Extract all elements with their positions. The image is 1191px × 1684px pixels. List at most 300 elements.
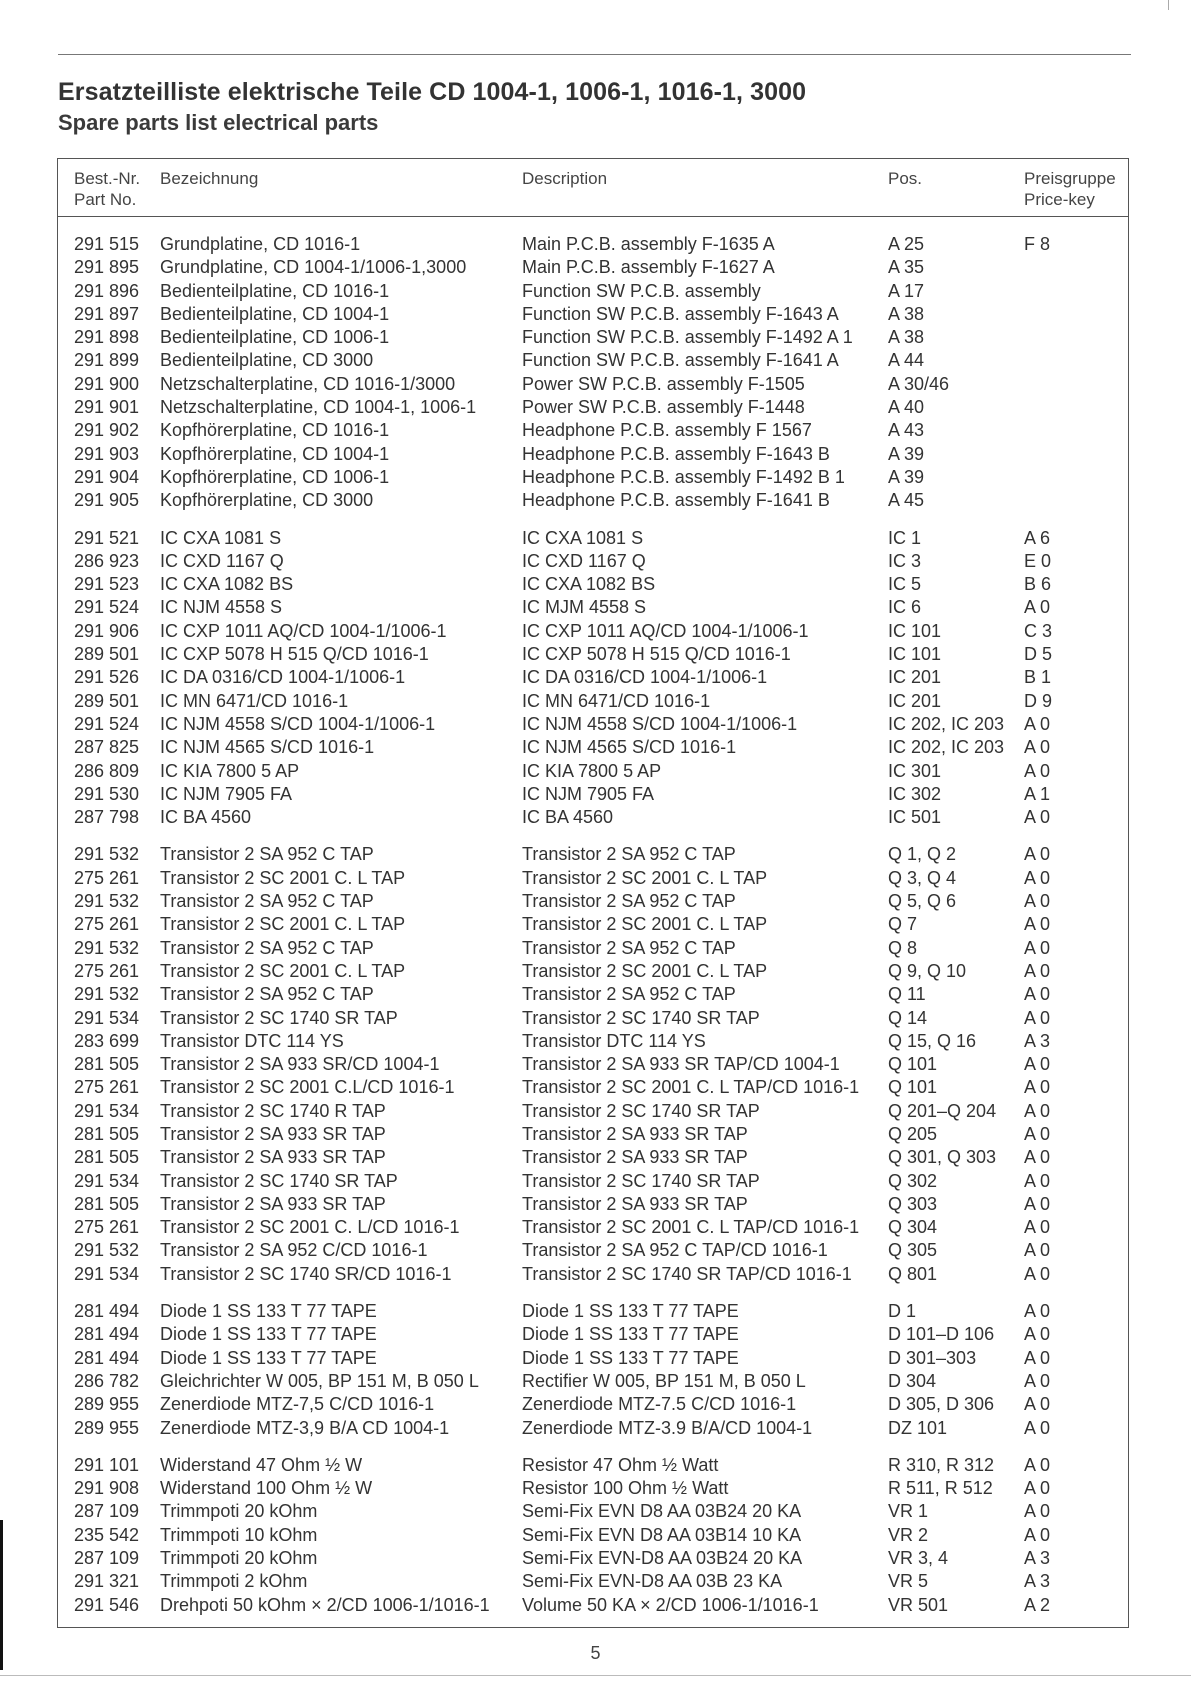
header-rule: [58, 216, 1128, 217]
position-cell: IC 101: [888, 620, 942, 641]
position-cell: A 43: [888, 420, 925, 441]
part-number-cell: 291 897: [74, 303, 140, 324]
price-key-cell: A 3: [1024, 1030, 1051, 1051]
row-group: [58, 527, 1128, 830]
description-cell: IC NJM 7905 FA: [522, 783, 655, 804]
bezeichnung-cell: Trimmpoti 10 kOhm: [160, 1524, 318, 1545]
price-key-cell: A 0: [1024, 937, 1051, 958]
bezeichnung-cell: Transistor 2 SC 1740 R TAP: [160, 1100, 386, 1121]
description-cell: Headphone P.C.B. assembly F 1567: [522, 420, 812, 441]
position-cell: IC 202, IC 203: [888, 713, 1005, 734]
table-row: [58, 690, 1128, 713]
header-price-en: Price-key: [1024, 190, 1095, 209]
position-cell: A 39: [888, 466, 925, 487]
price-key-cell: A 3: [1024, 1571, 1051, 1592]
position-cell: Q 101: [888, 1077, 938, 1098]
table-row: [58, 783, 1128, 806]
table-row: [58, 960, 1128, 983]
price-key-cell: A 1: [1024, 783, 1051, 804]
table-row: [58, 1417, 1128, 1440]
bezeichnung-cell: Grundplatine, CD 1004-1/1006-1,3000: [160, 257, 467, 278]
bezeichnung-cell: Transistor 2 SA 952 C/CD 1016-1: [160, 1240, 428, 1261]
position-cell: IC 201: [888, 690, 942, 711]
table-row: [58, 1454, 1128, 1477]
bezeichnung-cell: IC NJM 4558 S/CD 1004-1/1006-1: [160, 713, 436, 734]
table-row: [58, 1216, 1128, 1239]
description-cell: Transistor 2 SC 2001 C. L TAP: [522, 867, 768, 888]
price-key-cell: A 0: [1024, 1147, 1051, 1168]
part-number-cell: 291 532: [74, 937, 140, 958]
position-cell: Q 801: [888, 1263, 938, 1284]
position-cell: Q 303: [888, 1193, 938, 1214]
position-cell: Q 301, Q 303: [888, 1147, 997, 1168]
table-row: [58, 419, 1128, 442]
bezeichnung-cell: IC CXD 1167 Q: [160, 550, 284, 571]
bezeichnung-cell: Diode 1 SS 133 T 77 TAPE: [160, 1324, 377, 1345]
table-row: [58, 1123, 1128, 1146]
description-cell: Transistor 2 SC 1740 SR TAP: [522, 1100, 760, 1121]
part-number-cell: 291 532: [74, 891, 140, 912]
table-row: [58, 1594, 1128, 1617]
bezeichnung-cell: Transistor 2 SC 2001 C.L/CD 1016-1: [160, 1077, 455, 1098]
price-key-cell: A 0: [1024, 1324, 1051, 1345]
description-cell: Resistor 100 Ohm ½ Watt: [522, 1478, 729, 1499]
description-cell: Transistor 2 SA 933 SR TAP: [522, 1147, 748, 1168]
bezeichnung-cell: Diode 1 SS 133 T 77 TAPE: [160, 1347, 377, 1368]
table-row: [58, 937, 1128, 960]
description-cell: IC BA 4560: [522, 807, 614, 828]
position-cell: Q 11: [888, 984, 926, 1005]
bezeichnung-cell: IC CXP 1011 AQ/CD 1004-1/1006-1: [160, 620, 447, 641]
table-row: [58, 643, 1128, 666]
part-number-cell: 291 523: [74, 574, 140, 595]
bezeichnung-cell: Netzschalterplatine, CD 1016-1/3000: [160, 373, 456, 394]
description-cell: Transistor 2 SC 2001 C. L TAP/CD 1016-1: [522, 1217, 860, 1238]
part-number-cell: 275 261: [74, 867, 140, 888]
price-key-cell: A 0: [1024, 1417, 1051, 1438]
table-row: [58, 1193, 1128, 1216]
description-cell: Power SW P.C.B. assembly F-1505: [522, 373, 805, 394]
table-row: [58, 1239, 1128, 1262]
table-row: [58, 666, 1128, 689]
header-bezeichnung: Bezeichnung: [160, 169, 259, 188]
part-number-cell: 291 321: [74, 1571, 140, 1592]
position-cell: IC 6: [888, 597, 922, 618]
price-key-cell: A 0: [1024, 1217, 1051, 1238]
position-cell: Q 302: [888, 1170, 938, 1191]
table-row: [58, 806, 1128, 829]
bezeichnung-cell: Widerstand 47 Ohm ½ W: [160, 1454, 363, 1475]
position-cell: D 304: [888, 1370, 937, 1391]
bezeichnung-cell: Transistor 2 SA 933 SR TAP: [160, 1123, 386, 1144]
table-row: [58, 760, 1128, 783]
part-number-cell: 289 955: [74, 1394, 140, 1415]
part-number-cell: 291 906: [74, 620, 140, 641]
part-number-cell: 281 505: [74, 1193, 140, 1214]
price-key-cell: A 0: [1024, 1301, 1051, 1322]
position-cell: A 35: [888, 257, 925, 278]
description-cell: Semi-Fix EVN-D8 AA 03B 23 KA: [522, 1571, 783, 1592]
position-cell: VR 3, 4: [888, 1548, 949, 1569]
table-row: [58, 256, 1128, 279]
table-row: [58, 736, 1128, 759]
bezeichnung-cell: Transistor 2 SC 2001 C. L TAP: [160, 914, 406, 935]
description-cell: IC MN 6471/CD 1016-1: [522, 690, 711, 711]
header-part-no-en: Part No.: [74, 190, 137, 209]
table-row: [58, 1547, 1128, 1570]
bezeichnung-cell: Drehpoti 50 kOhm × 2/CD 1006-1/1016-1: [160, 1594, 490, 1615]
table-row: [58, 713, 1128, 736]
price-key-cell: A 0: [1024, 1347, 1051, 1368]
price-key-cell: A 0: [1024, 1263, 1051, 1284]
table-row: [58, 1347, 1128, 1370]
page-number: 5: [590, 1643, 601, 1663]
bezeichnung-cell: IC KIA 7800 5 AP: [160, 760, 300, 781]
description-cell: Main P.C.B. assembly F-1627 A: [522, 257, 775, 278]
position-cell: VR 2: [888, 1524, 929, 1545]
part-number-cell: 281 505: [74, 1054, 140, 1075]
position-cell: A 30/46: [888, 373, 950, 394]
price-key-cell: A 0: [1024, 1478, 1051, 1499]
description-cell: Transistor 2 SA 952 C TAP/CD 1016-1: [522, 1240, 828, 1261]
bezeichnung-cell: IC NJM 7905 FA: [160, 783, 293, 804]
position-cell: IC 202, IC 203: [888, 737, 1005, 758]
part-number-cell: 281 494: [74, 1301, 140, 1322]
bezeichnung-cell: Transistor 2 SC 2001 C. L/CD 1016-1: [160, 1217, 460, 1238]
part-number-cell: 291 904: [74, 466, 140, 487]
table-row: [58, 466, 1128, 489]
bezeichnung-cell: Transistor 2 SC 1740 SR TAP: [160, 1170, 398, 1191]
table-row: [58, 489, 1128, 512]
price-key-cell: A 0: [1024, 914, 1051, 935]
position-cell: Q 1, Q 2: [888, 844, 957, 865]
table-row: [58, 1146, 1128, 1169]
row-group: [58, 233, 1128, 513]
part-number-cell: 281 494: [74, 1347, 140, 1368]
bezeichnung-cell: IC NJM 4558 S: [160, 597, 283, 618]
part-number-cell: 283 699: [74, 1030, 140, 1051]
table-row: [58, 1076, 1128, 1099]
position-cell: A 38: [888, 327, 925, 348]
bezeichnung-cell: Kopfhörerplatine, CD 1004-1: [160, 443, 390, 464]
part-number-cell: 291 546: [74, 1594, 140, 1615]
price-key-cell: A 0: [1024, 760, 1051, 781]
price-key-cell: A 0: [1024, 1054, 1051, 1075]
price-key-cell: A 0: [1024, 1123, 1051, 1144]
table-row: [58, 1393, 1128, 1416]
description-cell: Transistor 2 SC 2001 C. L TAP: [522, 960, 768, 981]
table-row: [58, 396, 1128, 419]
bezeichnung-cell: Gleichrichter W 005, BP 151 M, B 050 L: [160, 1370, 479, 1391]
bezeichnung-cell: IC NJM 4565 S/CD 1016-1: [160, 737, 375, 758]
part-number-cell: 291 534: [74, 1100, 140, 1121]
table-row: [58, 1263, 1128, 1286]
description-cell: IC CXD 1167 Q: [522, 550, 646, 571]
bezeichnung-cell: IC DA 0316/CD 1004-1/1006-1: [160, 667, 406, 688]
table-row: [58, 1524, 1128, 1547]
price-key-cell: A 0: [1024, 984, 1051, 1005]
price-key-cell: B 1: [1024, 667, 1052, 688]
bezeichnung-cell: Transistor 2 SA 952 C TAP: [160, 937, 374, 958]
description-cell: Diode 1 SS 133 T 77 TAPE: [522, 1347, 739, 1368]
bezeichnung-cell: Transistor 2 SA 952 C TAP: [160, 891, 374, 912]
description-cell: Transistor 2 SA 952 C TAP: [522, 984, 736, 1005]
description-cell: Transistor 2 SC 2001 C. L TAP/CD 1016-1: [522, 1077, 860, 1098]
price-key-cell: D 9: [1024, 690, 1053, 711]
price-key-cell: A 2: [1024, 1594, 1051, 1615]
price-key-cell: A 0: [1024, 1524, 1051, 1545]
page-title-german: Ersatzteilliste elektrische Teile CD 1004-1, 1006-1, 1016-1, 3000: [58, 78, 807, 106]
part-number-cell: 291 901: [74, 397, 140, 418]
part-number-cell: 291 524: [74, 713, 140, 734]
description-cell: Headphone P.C.B. assembly F-1643 B: [522, 443, 830, 464]
bezeichnung-cell: Transistor 2 SA 952 C TAP: [160, 984, 374, 1005]
part-number-cell: 291 902: [74, 420, 140, 441]
part-number-cell: 289 501: [74, 690, 140, 711]
description-cell: IC KIA 7800 5 AP: [522, 760, 662, 781]
part-number-cell: 287 109: [74, 1548, 140, 1569]
bezeichnung-cell: Transistor DTC 114 YS: [160, 1030, 344, 1051]
price-key-cell: A 3: [1024, 1548, 1051, 1569]
bezeichnung-cell: Transistor 2 SA 933 SR TAP: [160, 1193, 386, 1214]
bezeichnung-cell: Bedienteilplatine, CD 1006-1: [160, 327, 390, 348]
position-cell: IC 302: [888, 783, 942, 804]
description-cell: Transistor 2 SC 1740 SR TAP/CD 1016-1: [522, 1263, 852, 1284]
part-number-cell: 291 532: [74, 1240, 140, 1261]
bezeichnung-cell: Bedienteilplatine, CD 1004-1: [160, 303, 390, 324]
position-cell: D 301–303: [888, 1347, 977, 1368]
description-cell: Transistor 2 SA 952 C TAP: [522, 891, 736, 912]
position-cell: VR 501: [888, 1594, 949, 1615]
description-cell: IC CXP 5078 H 515 Q/CD 1016-1: [522, 644, 791, 665]
description-cell: IC CXP 1011 AQ/CD 1004-1/1006-1: [522, 620, 809, 641]
part-number-cell: 286 809: [74, 760, 140, 781]
bezeichnung-cell: IC CXA 1082 BS: [160, 574, 294, 595]
position-cell: IC 1: [888, 527, 922, 548]
table-row: [58, 1170, 1128, 1193]
position-cell: IC 301: [888, 760, 942, 781]
description-cell: Function SW P.C.B. assembly F-1643 A: [522, 303, 839, 324]
table-row: [58, 913, 1128, 936]
bezeichnung-cell: Kopfhörerplatine, CD 1006-1: [160, 466, 390, 487]
price-key-cell: A 0: [1024, 737, 1051, 758]
position-cell: Q 14: [888, 1007, 928, 1028]
bezeichnung-cell: Bedienteilplatine, CD 3000: [160, 350, 374, 371]
bezeichnung-cell: Widerstand 100 Ohm ½ W: [160, 1478, 373, 1499]
part-number-cell: 291 524: [74, 597, 140, 618]
description-cell: Function SW P.C.B. assembly F-1641 A: [522, 350, 839, 371]
description-cell: Main P.C.B. assembly F-1635 A: [522, 234, 775, 254]
scan-edge: [0, 1520, 3, 1670]
position-cell: Q 15, Q 16: [888, 1030, 977, 1051]
position-cell: R 511, R 512: [888, 1478, 993, 1499]
position-cell: IC 3: [888, 550, 922, 571]
description-cell: Semi-Fix EVN D8 AA 03B24 20 KA: [522, 1501, 802, 1522]
part-number-cell: 291 534: [74, 1170, 140, 1191]
description-cell: Function SW P.C.B. assembly: [522, 280, 761, 301]
part-number-cell: 291 521: [74, 527, 140, 548]
description-cell: Function SW P.C.B. assembly F-1492 A 1: [522, 327, 853, 348]
part-number-cell: 291 895: [74, 257, 140, 278]
position-cell: IC 201: [888, 667, 942, 688]
bezeichnung-cell: IC BA 4560: [160, 807, 252, 828]
table-row: [58, 1300, 1128, 1323]
table-row: [58, 1477, 1128, 1500]
price-key-cell: A 0: [1024, 867, 1051, 888]
part-number-cell: 275 261: [74, 960, 140, 981]
part-number-cell: 291 896: [74, 280, 140, 301]
description-cell: IC NJM 4558 S/CD 1004-1/1006-1: [522, 713, 798, 734]
position-cell: R 310, R 312: [888, 1454, 995, 1475]
part-number-cell: 291 899: [74, 350, 140, 371]
position-cell: Q 305: [888, 1240, 938, 1261]
table-row: [58, 843, 1128, 866]
description-cell: Zenerdiode MTZ-7.5 C/CD 1016-1: [522, 1394, 797, 1415]
header-price-key: [1024, 168, 1116, 210]
table-row: [58, 527, 1128, 550]
position-cell: Q 5, Q 6: [888, 891, 957, 912]
part-number-cell: 291 532: [74, 844, 140, 865]
description-cell: Zenerdiode MTZ-3.9 B/A/CD 1004-1: [522, 1417, 813, 1438]
table-row: [58, 1100, 1128, 1123]
bezeichnung-cell: Transistor 2 SC 1740 SR TAP: [160, 1007, 398, 1028]
row-group: [58, 1454, 1128, 1617]
table-row: [58, 573, 1128, 596]
bezeichnung-cell: Transistor 2 SA 933 SR TAP: [160, 1147, 386, 1168]
part-number-cell: 291 898: [74, 327, 140, 348]
table-row: [58, 1053, 1128, 1076]
price-key-cell: A 0: [1024, 1193, 1051, 1214]
table-row: [58, 1007, 1128, 1030]
table-row: [58, 303, 1128, 326]
bezeichnung-cell: Trimmpoti 20 kOhm: [160, 1501, 318, 1522]
bezeichnung-cell: Trimmpoti 20 kOhm: [160, 1548, 318, 1569]
position-cell: D 1: [888, 1301, 917, 1322]
position-cell: Q 7: [888, 914, 918, 935]
position-cell: Q 304: [888, 1217, 938, 1238]
description-cell: Diode 1 SS 133 T 77 TAPE: [522, 1324, 739, 1345]
corner-tick: [1168, 0, 1169, 10]
price-key-cell: A 0: [1024, 844, 1051, 865]
table-row: [58, 1030, 1128, 1053]
price-key-cell: A 0: [1024, 1454, 1051, 1475]
price-key-cell: A 0: [1024, 713, 1051, 734]
description-cell: IC CXA 1082 BS: [522, 574, 656, 595]
description-cell: Semi-Fix EVN-D8 AA 03B24 20 KA: [522, 1548, 803, 1569]
header-description: Description: [522, 169, 608, 188]
parts-table: [57, 158, 1129, 1628]
bezeichnung-cell: Trimmpoti 2 kOhm: [160, 1571, 308, 1592]
description-cell: Transistor 2 SA 933 SR TAP: [522, 1123, 748, 1144]
table-row: [58, 1323, 1128, 1346]
description-cell: Semi-Fix EVN D8 AA 03B14 10 KA: [522, 1524, 802, 1545]
description-cell: IC DA 0316/CD 1004-1/1006-1: [522, 667, 768, 688]
part-number-cell: 281 494: [74, 1324, 140, 1345]
price-key-cell: A 0: [1024, 1501, 1051, 1522]
table-row: [58, 349, 1128, 372]
table-row: [58, 443, 1128, 466]
price-key-cell: E 0: [1024, 550, 1052, 571]
row-group: [58, 1300, 1128, 1440]
price-key-cell: A 0: [1024, 1007, 1051, 1028]
position-cell: Q 9, Q 10: [888, 960, 967, 981]
part-number-cell: 291 903: [74, 443, 140, 464]
bezeichnung-cell: IC CXP 5078 H 515 Q/CD 1016-1: [160, 644, 429, 665]
part-number-cell: 289 955: [74, 1417, 140, 1438]
part-number-cell: 286 923: [74, 550, 140, 571]
part-number-cell: 291 908: [74, 1478, 140, 1499]
table-row: [58, 867, 1128, 890]
price-key-cell: A 0: [1024, 807, 1051, 828]
top-rule: [58, 54, 1131, 55]
header-price-de: Preisgruppe: [1024, 169, 1116, 188]
description-cell: Diode 1 SS 133 T 77 TAPE: [522, 1301, 739, 1322]
part-number-cell: 291 530: [74, 783, 140, 804]
header-pos: Pos.: [888, 169, 923, 188]
position-cell: Q 101: [888, 1054, 938, 1075]
position-cell: IC 5: [888, 574, 922, 595]
table-row: [58, 596, 1128, 619]
table-row: [58, 1500, 1128, 1523]
page-title-english: Spare parts list electrical parts: [58, 110, 379, 135]
description-cell: Transistor 2 SA 952 C TAP: [522, 844, 736, 865]
description-cell: Power SW P.C.B. assembly F-1448: [522, 397, 805, 418]
position-cell: VR 1: [888, 1501, 929, 1522]
position-cell: A 25: [888, 234, 925, 254]
bezeichnung-cell: Zenerdiode MTZ-7,5 C/CD 1016-1: [160, 1394, 435, 1415]
price-key-cell: A 0: [1024, 597, 1051, 618]
part-number-cell: 275 261: [74, 914, 140, 935]
part-number-cell: 291 101: [74, 1454, 140, 1475]
price-key-cell: F 8: [1024, 234, 1051, 254]
position-cell: A 38: [888, 303, 925, 324]
description-cell: Rectifier W 005, BP 151 M, B 050 L: [522, 1370, 806, 1391]
price-key-cell: A 6: [1024, 527, 1051, 548]
bezeichnung-cell: Transistor 2 SC 2001 C. L TAP: [160, 960, 406, 981]
description-cell: Transistor 2 SA 952 C TAP: [522, 937, 736, 958]
part-number-cell: 286 782: [74, 1370, 140, 1391]
description-cell: Transistor 2 SC 1740 SR TAP: [522, 1007, 760, 1028]
position-cell: IC 101: [888, 644, 942, 665]
price-key-cell: A 0: [1024, 1394, 1051, 1415]
table-row: [58, 326, 1128, 349]
description-cell: IC NJM 4565 S/CD 1016-1: [522, 737, 737, 758]
bottom-rule: [0, 1675, 1191, 1676]
description-cell: IC MJM 4558 S: [522, 597, 647, 618]
position-cell: A 39: [888, 443, 925, 464]
price-key-cell: A 0: [1024, 891, 1051, 912]
part-number-cell: 291 534: [74, 1263, 140, 1284]
table-row: [58, 890, 1128, 913]
table-body: [58, 233, 1128, 1631]
price-key-cell: A 0: [1024, 1077, 1051, 1098]
row-group: [58, 843, 1128, 1286]
table-row: [58, 983, 1128, 1006]
table-row: [58, 620, 1128, 643]
part-number-cell: 289 501: [74, 644, 140, 665]
part-number-cell: 281 505: [74, 1123, 140, 1144]
table-row: [58, 373, 1128, 396]
bezeichnung-cell: Transistor 2 SC 1740 SR/CD 1016-1: [160, 1263, 452, 1284]
position-cell: VR 5: [888, 1571, 929, 1592]
part-number-cell: 291 526: [74, 667, 140, 688]
price-key-cell: A 0: [1024, 960, 1051, 981]
description-cell: Headphone P.C.B. assembly F-1641 B: [522, 490, 830, 511]
position-cell: DZ 101: [888, 1417, 948, 1438]
part-number-cell: 275 261: [74, 1077, 140, 1098]
bezeichnung-cell: Transistor 2 SC 2001 C. L TAP: [160, 867, 406, 888]
description-cell: Transistor DTC 114 YS: [522, 1030, 706, 1051]
